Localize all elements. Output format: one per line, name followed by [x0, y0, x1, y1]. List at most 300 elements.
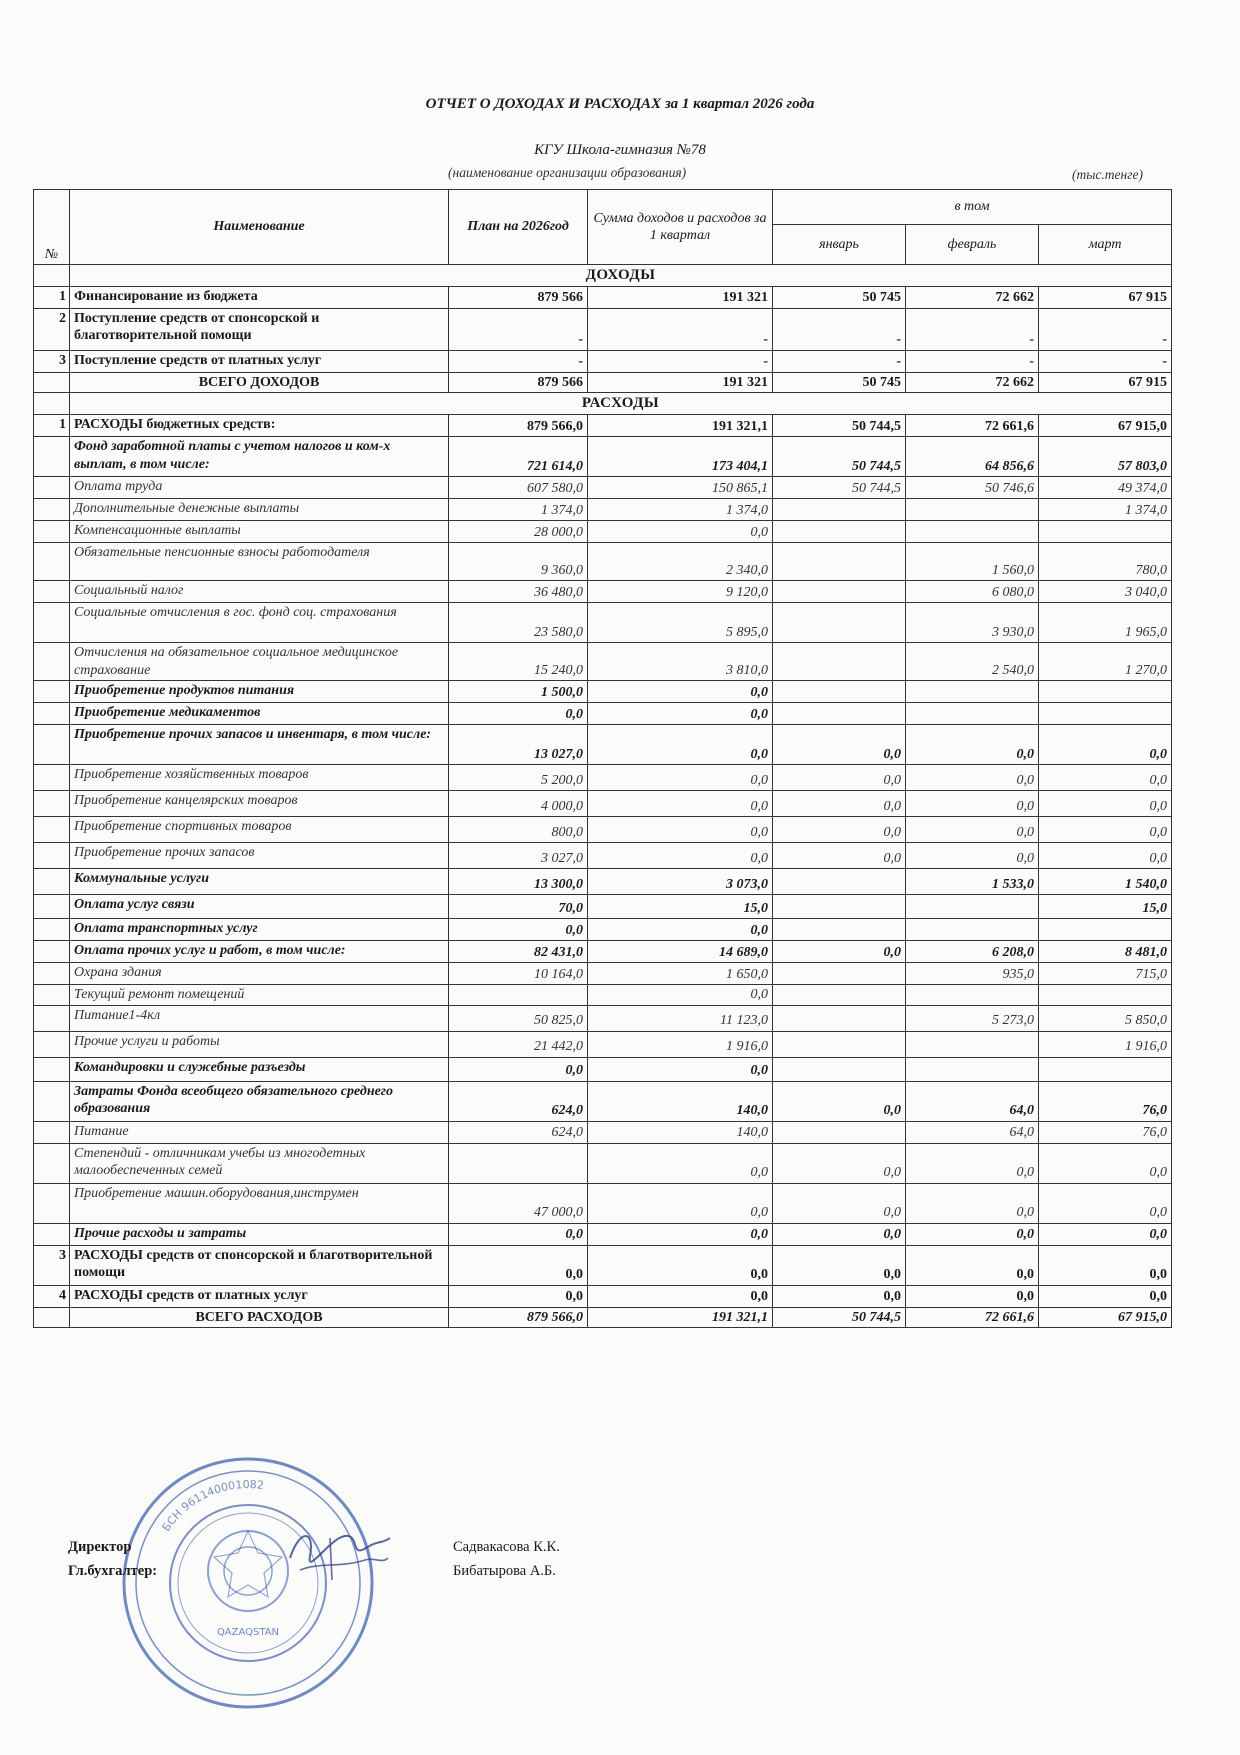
total-jan: 50 745	[773, 372, 906, 393]
row-number	[34, 869, 70, 895]
cell-mar: 0,0	[1039, 1285, 1172, 1307]
row-number	[34, 1143, 70, 1183]
cell-sum: 0,0	[588, 985, 773, 1006]
cell-feb: 0,0	[906, 1183, 1039, 1223]
cell-plan: 9 360,0	[449, 543, 588, 581]
col-feb-header: февраль	[906, 225, 1039, 265]
table-row	[34, 895, 1172, 919]
row-number	[34, 817, 70, 843]
cell-feb: 935,0	[906, 963, 1039, 985]
cell-plan: 624,0	[449, 1121, 588, 1143]
row-number: 3	[34, 350, 70, 372]
cell-plan	[449, 985, 588, 1006]
cell-jan	[773, 919, 906, 941]
row-name: Приобретение прочих запасов и инвентаря, в том числе:	[70, 725, 449, 765]
row-number	[34, 1081, 70, 1121]
row-number: 1	[34, 286, 70, 308]
total-label: ВСЕГО ДОХОДОВ	[70, 372, 449, 393]
total-plan: 879 566	[449, 372, 588, 393]
cell-jan: 50 744,5	[773, 477, 906, 499]
table-row	[34, 765, 1172, 791]
organization-name: КГУ Школа-гимназия №78	[534, 142, 706, 158]
cell-sum: 5 895,0	[588, 603, 773, 643]
cell-mar: 1 965,0	[1039, 603, 1172, 643]
row-name: Поступление средств от платных услуг	[70, 350, 449, 372]
table-row	[34, 1223, 1172, 1245]
cell-sum: 0,0	[588, 817, 773, 843]
row-number	[34, 895, 70, 919]
cell-plan: 1 374,0	[449, 499, 588, 521]
cell-mar: 15,0	[1039, 895, 1172, 919]
cell-plan: 0,0	[449, 919, 588, 941]
cell-feb	[906, 703, 1039, 725]
table-row	[34, 581, 1172, 603]
cell-mar: 0,0	[1039, 817, 1172, 843]
row-name: Питание	[70, 1121, 449, 1143]
cell-plan: 0,0	[449, 1057, 588, 1081]
cell-sum: 11 123,0	[588, 1005, 773, 1031]
col-jan-header: январь	[773, 225, 906, 265]
cell-jan	[773, 985, 906, 1006]
cell-mar	[1039, 919, 1172, 941]
row-number	[34, 791, 70, 817]
total-mar: 67 915	[1039, 372, 1172, 393]
cell-jan	[773, 1057, 906, 1081]
row-number: 3	[34, 1245, 70, 1285]
cell-plan: 70,0	[449, 895, 588, 919]
cell-plan: 800,0	[449, 817, 588, 843]
cell-sum: 1 650,0	[588, 963, 773, 985]
table-row	[34, 1121, 1172, 1143]
cell-jan	[773, 643, 906, 681]
expenses-section-header	[34, 393, 1172, 415]
cell-jan	[773, 1121, 906, 1143]
organization-caption: (наименование организации образования)	[448, 165, 687, 180]
table-row	[34, 286, 1172, 308]
cell-feb: 0,0	[906, 1245, 1039, 1285]
section-num-cell	[34, 393, 70, 415]
cell-sum: 173 404,1	[588, 437, 773, 477]
cell-feb: 0,0	[906, 1143, 1039, 1183]
table-row	[34, 985, 1172, 1006]
signature-labels	[68, 1535, 157, 1583]
cell-jan	[773, 869, 906, 895]
cell-jan: 50 744,5	[773, 415, 906, 437]
cell-feb: 1 533,0	[906, 869, 1039, 895]
cell-mar: 0,0	[1039, 1183, 1172, 1223]
row-number	[34, 543, 70, 581]
cell-mar: 0,0	[1039, 1245, 1172, 1285]
table-row	[34, 843, 1172, 869]
table-row	[34, 941, 1172, 963]
cell-feb: 64,0	[906, 1081, 1039, 1121]
cell-plan: -	[449, 350, 588, 372]
cell-mar	[1039, 1057, 1172, 1081]
col-mar-header: март	[1039, 225, 1172, 265]
row-name: Приобретение продуктов питания	[70, 681, 449, 703]
cell-mar: 780,0	[1039, 543, 1172, 581]
stamp-center-text: QAZAQSTAN	[216, 1627, 280, 1638]
cell-jan	[773, 581, 906, 603]
cell-sum: 0,0	[588, 919, 773, 941]
cell-mar	[1039, 521, 1172, 543]
cell-mar: 0,0	[1039, 843, 1172, 869]
row-name: Приобретение спортивных товаров	[70, 817, 449, 843]
row-number	[34, 477, 70, 499]
cell-mar: 57 803,0	[1039, 437, 1172, 477]
cell-feb: 0,0	[906, 725, 1039, 765]
row-name: Прочие расходы и затраты	[70, 1223, 449, 1245]
table-body	[34, 265, 1172, 1328]
cell-plan: 13 027,0	[449, 725, 588, 765]
cell-mar: 76,0	[1039, 1081, 1172, 1121]
cell-jan: 0,0	[773, 765, 906, 791]
cell-feb	[906, 1057, 1039, 1081]
cell-mar: 3 040,0	[1039, 581, 1172, 603]
col-sum-header: Сумма доходов и расходов за 1 квартал	[588, 190, 773, 265]
row-name: РАСХОДЫ средств от спонсорской и благотворительной помощи	[70, 1245, 449, 1285]
cell-sum: 0,0	[588, 1057, 773, 1081]
signature-names	[453, 1535, 560, 1583]
cell-sum: 150 865,1	[588, 477, 773, 499]
table-row	[34, 308, 1172, 350]
cell-plan: 47 000,0	[449, 1183, 588, 1223]
table-row	[34, 1057, 1172, 1081]
cell-jan	[773, 603, 906, 643]
cell-mar: 0,0	[1039, 791, 1172, 817]
total-plan: 879 566,0	[449, 1307, 588, 1328]
row-name: Затраты Фонда всеобщего обязательного среднего образования	[70, 1081, 449, 1121]
row-number	[34, 843, 70, 869]
row-name: Оплата транспортных услуг	[70, 919, 449, 941]
cell-plan: 0,0	[449, 1245, 588, 1285]
cell-sum: 1 916,0	[588, 1031, 773, 1057]
row-number	[34, 703, 70, 725]
cell-feb: 1 560,0	[906, 543, 1039, 581]
cell-jan: 50 744,5	[773, 437, 906, 477]
col-name-header: Наименование	[70, 190, 449, 265]
cell-plan: 0,0	[449, 1223, 588, 1245]
row-number	[34, 499, 70, 521]
cell-mar: 67 915,0	[1039, 415, 1172, 437]
row-number	[34, 963, 70, 985]
cell-mar: -	[1039, 350, 1172, 372]
table-row	[34, 1143, 1172, 1183]
cell-sum: 0,0	[588, 681, 773, 703]
cell-feb: 5 273,0	[906, 1005, 1039, 1031]
table-row	[34, 543, 1172, 581]
cell-mar: 0,0	[1039, 725, 1172, 765]
cell-mar: 1 540,0	[1039, 869, 1172, 895]
report-title: ОТЧЕТ О ДОХОДАХ И РАСХОДАХ за 1 квартал 2026 года	[425, 96, 815, 112]
row-number	[34, 941, 70, 963]
cell-feb	[906, 521, 1039, 543]
table-row	[34, 725, 1172, 765]
cell-feb	[906, 985, 1039, 1006]
cell-feb: 72 661,6	[906, 415, 1039, 437]
cell-jan: -	[773, 308, 906, 350]
cell-plan: 3 027,0	[449, 843, 588, 869]
row-name: Отчисления на обязательное социальное медицинское страхование	[70, 643, 449, 681]
cell-mar: 67 915	[1039, 286, 1172, 308]
col-num-header: №	[34, 190, 70, 265]
unit-label: (тыс.тенге)	[1072, 167, 1143, 182]
cell-jan	[773, 1031, 906, 1057]
row-name: Приобретение канцелярских товаров	[70, 791, 449, 817]
cell-mar: 5 850,0	[1039, 1005, 1172, 1031]
table-row	[34, 703, 1172, 725]
table-row	[34, 1081, 1172, 1121]
col-plan-header: План на 2026год	[449, 190, 588, 265]
cell-jan	[773, 895, 906, 919]
row-number: 2	[34, 308, 70, 350]
cell-mar: 0,0	[1039, 1223, 1172, 1245]
total-mar: 67 915,0	[1039, 1307, 1172, 1328]
cell-sum: -	[588, 350, 773, 372]
row-name: Приобретение хозяйственных товаров	[70, 765, 449, 791]
cell-mar: 1 916,0	[1039, 1031, 1172, 1057]
cell-sum: 15,0	[588, 895, 773, 919]
cell-feb: 0,0	[906, 817, 1039, 843]
cell-sum: 9 120,0	[588, 581, 773, 603]
cell-sum: -	[588, 308, 773, 350]
cell-plan: 23 580,0	[449, 603, 588, 643]
cell-jan: 0,0	[773, 1223, 906, 1245]
cell-sum: 140,0	[588, 1081, 773, 1121]
row-name: РАСХОДЫ средств от платных услуг	[70, 1285, 449, 1307]
row-name: Охрана здания	[70, 963, 449, 985]
cell-plan: -	[449, 308, 588, 350]
cell-feb: 72 662	[906, 286, 1039, 308]
income-section-header	[34, 265, 1172, 287]
director-name: Садвакасова К.К.	[453, 1539, 560, 1555]
table-header	[34, 190, 1172, 265]
table-row	[34, 791, 1172, 817]
cell-sum: 3 073,0	[588, 869, 773, 895]
stamp-ring-text: БСН 961140001082	[159, 1477, 265, 1534]
table-row	[34, 437, 1172, 477]
row-number	[34, 1005, 70, 1031]
cell-sum: 0,0	[588, 765, 773, 791]
cell-plan: 36 480,0	[449, 581, 588, 603]
cell-feb: -	[906, 308, 1039, 350]
cell-sum: 0,0	[588, 843, 773, 869]
cell-plan	[449, 1143, 588, 1183]
director-label: Директор	[68, 1539, 132, 1555]
cell-feb: 0,0	[906, 791, 1039, 817]
cell-jan	[773, 499, 906, 521]
cell-plan: 28 000,0	[449, 521, 588, 543]
total-row	[34, 1307, 1172, 1328]
cell-feb: -	[906, 350, 1039, 372]
cell-feb: 0,0	[906, 1285, 1039, 1307]
cell-sum: 3 810,0	[588, 643, 773, 681]
row-name: Приобретение машин.оборудования,инструмен	[70, 1183, 449, 1223]
row-number	[34, 1307, 70, 1328]
row-name: Оплата услуг связи	[70, 895, 449, 919]
cell-plan: 0,0	[449, 1285, 588, 1307]
table-row	[34, 521, 1172, 543]
cell-plan: 82 431,0	[449, 941, 588, 963]
row-name: Приобретение медикаментов	[70, 703, 449, 725]
cell-plan: 10 164,0	[449, 963, 588, 985]
cell-jan: 0,0	[773, 1081, 906, 1121]
cell-feb	[906, 681, 1039, 703]
table-row	[34, 919, 1172, 941]
table-row	[34, 963, 1172, 985]
cell-plan: 0,0	[449, 703, 588, 725]
total-sum: 191 321,1	[588, 1307, 773, 1328]
row-name: Текущий ремонт помещений	[70, 985, 449, 1006]
cell-plan: 1 500,0	[449, 681, 588, 703]
row-number	[34, 603, 70, 643]
row-number	[34, 437, 70, 477]
accountant-name: Бибатырова А.Б.	[453, 1563, 556, 1579]
cell-plan: 15 240,0	[449, 643, 588, 681]
row-name: Прочие услуги и работы	[70, 1031, 449, 1057]
row-name: Оплата труда	[70, 477, 449, 499]
section-title: ДОХОДЫ	[70, 265, 1172, 287]
table-row	[34, 869, 1172, 895]
table-row	[34, 603, 1172, 643]
row-name: РАСХОДЫ бюджетных средств:	[70, 415, 449, 437]
row-name: Приобретение прочих запасов	[70, 843, 449, 869]
cell-plan: 21 442,0	[449, 1031, 588, 1057]
cell-jan: 0,0	[773, 843, 906, 869]
total-label: ВСЕГО РАСХОДОВ	[70, 1307, 449, 1328]
cell-jan: 0,0	[773, 941, 906, 963]
cell-mar: 715,0	[1039, 963, 1172, 985]
cell-plan: 13 300,0	[449, 869, 588, 895]
cell-mar: 1 270,0	[1039, 643, 1172, 681]
cell-jan: 0,0	[773, 1245, 906, 1285]
cell-jan: 0,0	[773, 1183, 906, 1223]
cell-sum: 0,0	[588, 725, 773, 765]
report-table	[33, 189, 1172, 1328]
cell-jan	[773, 543, 906, 581]
cell-mar: 0,0	[1039, 765, 1172, 791]
row-number	[34, 581, 70, 603]
cell-plan: 879 566	[449, 286, 588, 308]
row-name: Социальные отчисления в гос. фонд соц. страхования	[70, 603, 449, 643]
table-row	[34, 681, 1172, 703]
row-name: Оплата прочих услуг и работ, в том числе:	[70, 941, 449, 963]
row-name: Командировки и служебные разъезды	[70, 1057, 449, 1081]
cell-feb	[906, 919, 1039, 941]
cell-plan: 721 614,0	[449, 437, 588, 477]
cell-jan: 0,0	[773, 791, 906, 817]
cell-sum: 140,0	[588, 1121, 773, 1143]
total-sum: 191 321	[588, 372, 773, 393]
cell-mar	[1039, 985, 1172, 1006]
cell-mar	[1039, 681, 1172, 703]
cell-jan	[773, 681, 906, 703]
table-row	[34, 350, 1172, 372]
row-number	[34, 1031, 70, 1057]
total-row	[34, 372, 1172, 393]
table-row	[34, 1285, 1172, 1307]
cell-sum: 0,0	[588, 1285, 773, 1307]
row-number	[34, 919, 70, 941]
cell-feb: 50 746,6	[906, 477, 1039, 499]
cell-feb: 64,0	[906, 1121, 1039, 1143]
total-feb: 72 662	[906, 372, 1039, 393]
cell-feb: 2 540,0	[906, 643, 1039, 681]
table-row	[34, 1245, 1172, 1285]
cell-jan: -	[773, 350, 906, 372]
cell-plan: 879 566,0	[449, 415, 588, 437]
cell-plan: 4 000,0	[449, 791, 588, 817]
row-name: Питание1-4кл	[70, 1005, 449, 1031]
table-row	[34, 499, 1172, 521]
signature	[270, 1518, 400, 1588]
cell-jan	[773, 963, 906, 985]
row-name: Финансирование из бюджета	[70, 286, 449, 308]
cell-jan	[773, 703, 906, 725]
row-number	[34, 643, 70, 681]
table-row	[34, 477, 1172, 499]
cell-feb: 3 930,0	[906, 603, 1039, 643]
cell-jan: 0,0	[773, 1143, 906, 1183]
cell-mar: 1 374,0	[1039, 499, 1172, 521]
section-title: РАСХОДЫ	[70, 393, 1172, 415]
cell-plan: 607 580,0	[449, 477, 588, 499]
row-number	[34, 1121, 70, 1143]
row-name: Компенсационные выплаты	[70, 521, 449, 543]
cell-sum: 14 689,0	[588, 941, 773, 963]
row-name: Обязательные пенсионные взносы работодателя	[70, 543, 449, 581]
cell-mar: -	[1039, 308, 1172, 350]
cell-sum: 0,0	[588, 1223, 773, 1245]
cell-jan: 50 745	[773, 286, 906, 308]
row-number	[34, 1223, 70, 1245]
row-number	[34, 681, 70, 703]
row-number	[34, 985, 70, 1006]
total-feb: 72 661,6	[906, 1307, 1039, 1328]
table-row	[34, 1005, 1172, 1031]
section-num-cell	[34, 265, 70, 287]
cell-mar: 0,0	[1039, 1143, 1172, 1183]
cell-feb	[906, 1031, 1039, 1057]
row-number	[34, 1057, 70, 1081]
cell-sum: 191 321	[588, 286, 773, 308]
cell-sum: 0,0	[588, 1143, 773, 1183]
cell-sum: 191 321,1	[588, 415, 773, 437]
table-row	[34, 817, 1172, 843]
row-name: Социальный налог	[70, 581, 449, 603]
total-jan: 50 744,5	[773, 1307, 906, 1328]
row-name: Коммунальные услуги	[70, 869, 449, 895]
cell-plan: 5 200,0	[449, 765, 588, 791]
row-number: 4	[34, 1285, 70, 1307]
cell-jan	[773, 1005, 906, 1031]
cell-jan: 0,0	[773, 725, 906, 765]
cell-jan	[773, 521, 906, 543]
accountant-label: Гл.бухгалтер:	[68, 1563, 158, 1579]
cell-feb: 0,0	[906, 765, 1039, 791]
cell-mar: 49 374,0	[1039, 477, 1172, 499]
row-name: Степендий - отличникам учебы из многодетных малообеспеченных семей	[70, 1143, 449, 1183]
cell-feb	[906, 895, 1039, 919]
cell-feb	[906, 499, 1039, 521]
cell-sum: 0,0	[588, 791, 773, 817]
row-name: Поступление средств от спонсорской и благотворительной помощи	[70, 308, 449, 350]
row-name: Дополнительные денежные выплаты	[70, 499, 449, 521]
cell-feb: 6 208,0	[906, 941, 1039, 963]
cell-sum: 0,0	[588, 1183, 773, 1223]
row-number	[34, 521, 70, 543]
row-number	[34, 1183, 70, 1223]
